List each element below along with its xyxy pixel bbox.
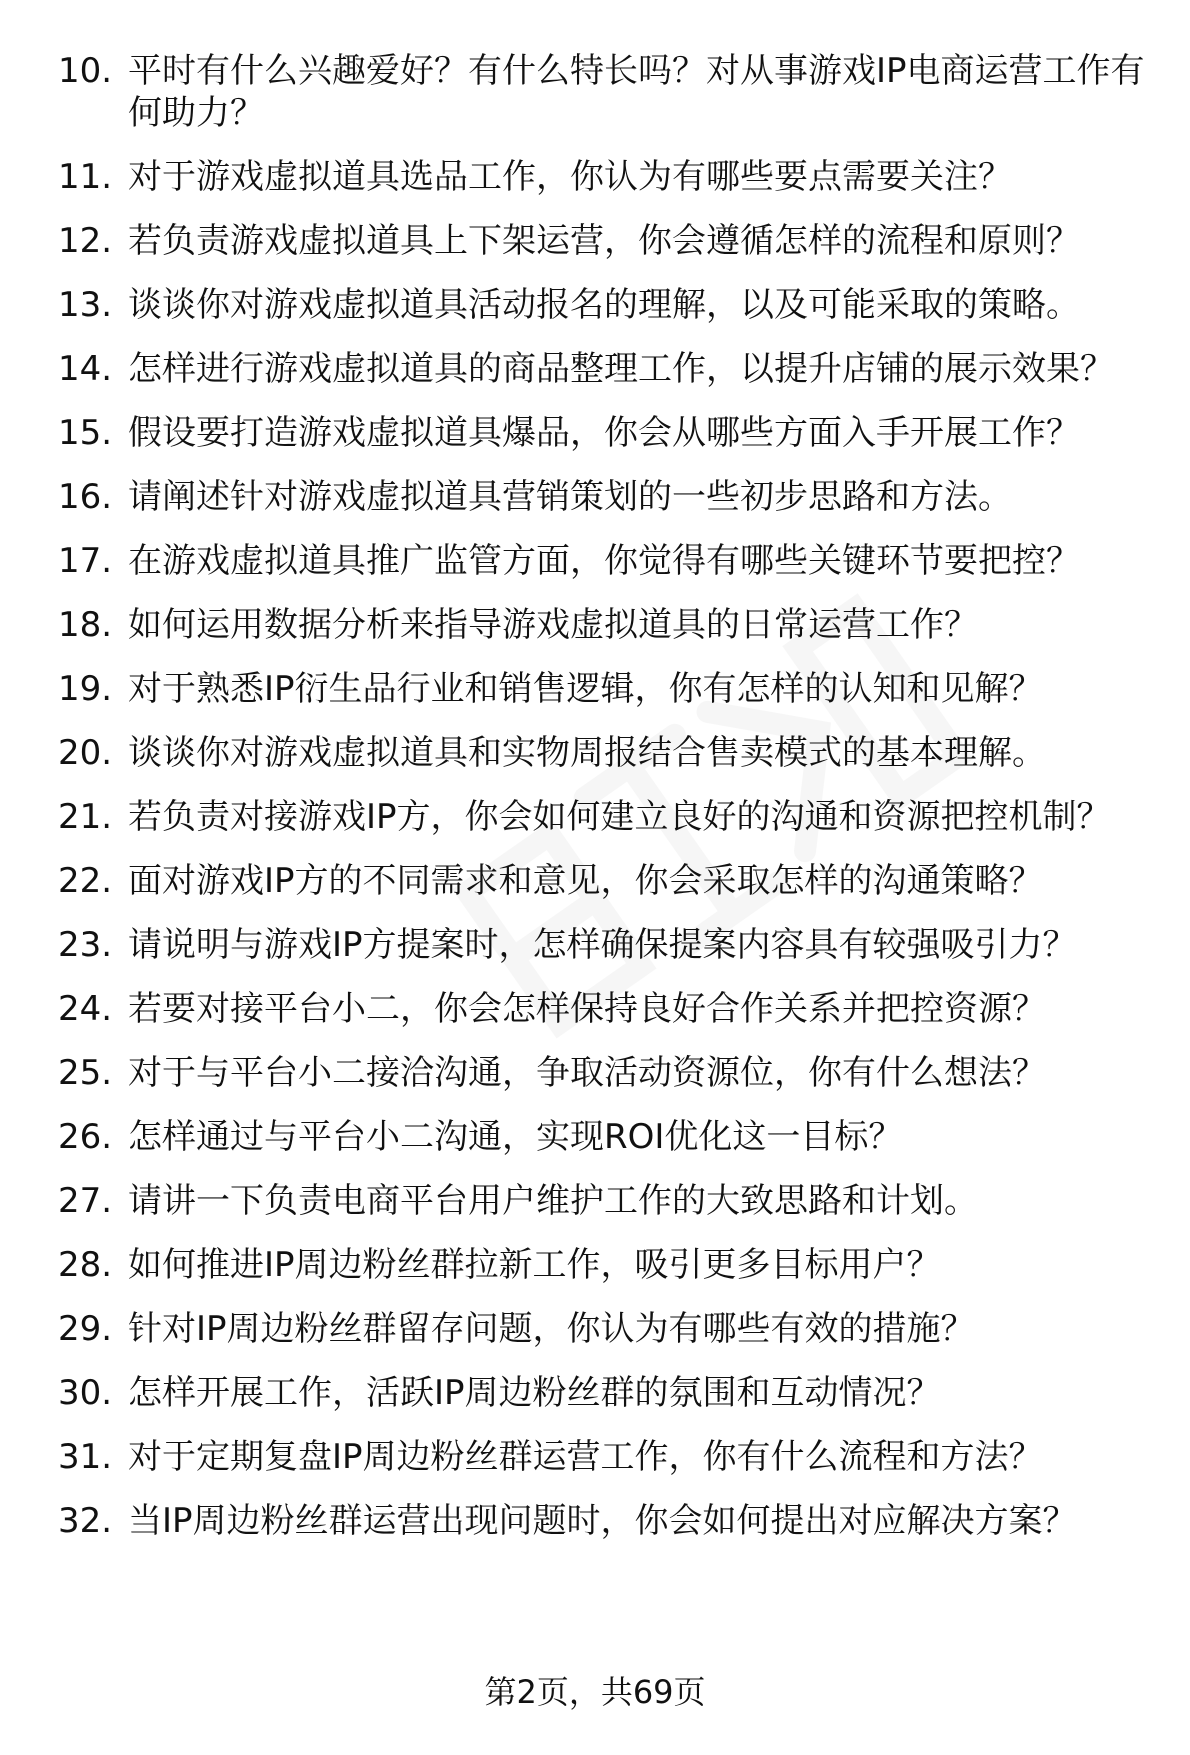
- question-number: 20.: [58, 733, 113, 773]
- question-number: 14.: [58, 349, 113, 389]
- list-item: [58, 988, 1148, 1030]
- list-item: [58, 1436, 1148, 1478]
- list-item: [58, 1500, 1148, 1542]
- question-number: 15.: [58, 413, 113, 453]
- question-text: 谈谈你对游戏虚拟道具活动报名的理解，以及可能采取的策略。: [128, 285, 1080, 325]
- list-item: [58, 50, 1148, 134]
- page-footer: 第2页，共69页: [484, 1673, 706, 1711]
- question-number: 13.: [58, 285, 113, 325]
- question-text: 若负责对接游戏IP方，你会如何建立良好的沟通和资源把控机制？: [128, 797, 1111, 837]
- question-text: 假设要打造游戏虚拟道具爆品，你会从哪些方面入手开展工作？: [128, 413, 1080, 453]
- question-number: 25.: [58, 1053, 113, 1093]
- question-text: 若负责游戏虚拟道具上下架运营，你会遵循怎样的流程和原则？: [128, 221, 1080, 261]
- list-item: [58, 1308, 1148, 1350]
- list-item: [58, 1180, 1148, 1222]
- question-number: 31.: [58, 1437, 113, 1477]
- question-number: 19.: [58, 669, 113, 709]
- list-item: [58, 348, 1148, 390]
- question-text: 请说明与游戏IP方提案时，怎样确保提案内容具有较强吸引力？: [128, 925, 1077, 965]
- question-number: 28.: [58, 1245, 113, 1285]
- question-text: 对于与平台小二接洽沟通，争取活动资源位，你有什么想法？: [128, 1053, 1046, 1093]
- question-text: 怎样进行游戏虚拟道具的商品整理工作，以提升店铺的展示效果？: [128, 349, 1114, 389]
- question-number: 24.: [58, 989, 113, 1029]
- question-number: 18.: [58, 605, 113, 645]
- list-item: [58, 604, 1148, 646]
- question-number: 12.: [58, 221, 113, 261]
- question-number: 10.: [58, 51, 113, 91]
- list-item: [58, 412, 1148, 454]
- question-text: 怎样开展工作，活跃IP周边粉丝群的氛围和互动情况？: [128, 1373, 941, 1413]
- question-text: 当IP周边粉丝群运营出现问题时，你会如何提出对应解决方案？: [128, 1501, 1077, 1541]
- question-text: 如何推进IP周边粉丝群拉新工作，吸引更多目标用户？: [128, 1245, 941, 1285]
- list-item: [58, 284, 1148, 326]
- question-number: 27.: [58, 1181, 113, 1221]
- question-text: 请讲一下负责电商平台用户维护工作的大致思路和计划。: [128, 1181, 978, 1221]
- question-number: 22.: [58, 861, 113, 901]
- list-item: [58, 476, 1148, 518]
- question-text: 谈谈你对游戏虚拟道具和实物周报结合售卖模式的基本理解。: [128, 733, 1046, 773]
- list-item: [58, 796, 1148, 838]
- list-item: [58, 1052, 1148, 1094]
- question-text: 面对游戏IP方的不同需求和意见，你会采取怎样的沟通策略？: [128, 861, 1043, 901]
- question-number: 16.: [58, 477, 113, 517]
- question-text: 平时有什么兴趣爱好？有什么特长吗？对从事游戏IP电商运营工作有何助力？: [128, 51, 1145, 133]
- question-number: 21.: [58, 797, 113, 837]
- question-text: 若要对接平台小二，你会怎样保持良好合作关系并把控资源？: [128, 989, 1046, 1029]
- list-item: [58, 156, 1148, 198]
- list-item: [58, 540, 1148, 582]
- question-number: 26.: [58, 1117, 113, 1157]
- list-item: [58, 220, 1148, 262]
- list-item: [58, 1244, 1148, 1286]
- question-number: 17.: [58, 541, 113, 581]
- question-number: 30.: [58, 1373, 113, 1413]
- question-number: 11.: [58, 157, 113, 197]
- question-text: 请阐述针对游戏虚拟道具营销策划的一些初步思路和方法。: [128, 477, 1012, 517]
- list-item: [58, 732, 1148, 774]
- list-item: [58, 1116, 1148, 1158]
- question-text: 如何运用数据分析来指导游戏虚拟道具的日常运营工作？: [128, 605, 978, 645]
- question-text: 对于游戏虚拟道具选品工作，你认为有哪些要点需要关注？: [128, 157, 1012, 197]
- list-item: [58, 668, 1148, 710]
- question-text: 针对IP周边粉丝群留存问题，你认为有哪些有效的措施？: [128, 1309, 975, 1349]
- question-number: 32.: [58, 1501, 113, 1541]
- list-item: [58, 860, 1148, 902]
- list-item: [58, 1372, 1148, 1414]
- question-number: 23.: [58, 925, 113, 965]
- question-text: 在游戏虚拟道具推广监管方面，你觉得有哪些关键环节要把控？: [128, 541, 1080, 581]
- question-number: 29.: [58, 1309, 113, 1349]
- question-list: [58, 50, 1148, 1564]
- question-text: 对于熟悉IP衍生品行业和销售逻辑，你有怎样的认知和见解？: [128, 669, 1043, 709]
- list-item: [58, 924, 1148, 966]
- question-text: 对于定期复盘IP周边粉丝群运营工作，你有什么流程和方法？: [128, 1437, 1043, 1477]
- question-text: 怎样通过与平台小二沟通，实现ROI优化这一目标？: [128, 1117, 903, 1157]
